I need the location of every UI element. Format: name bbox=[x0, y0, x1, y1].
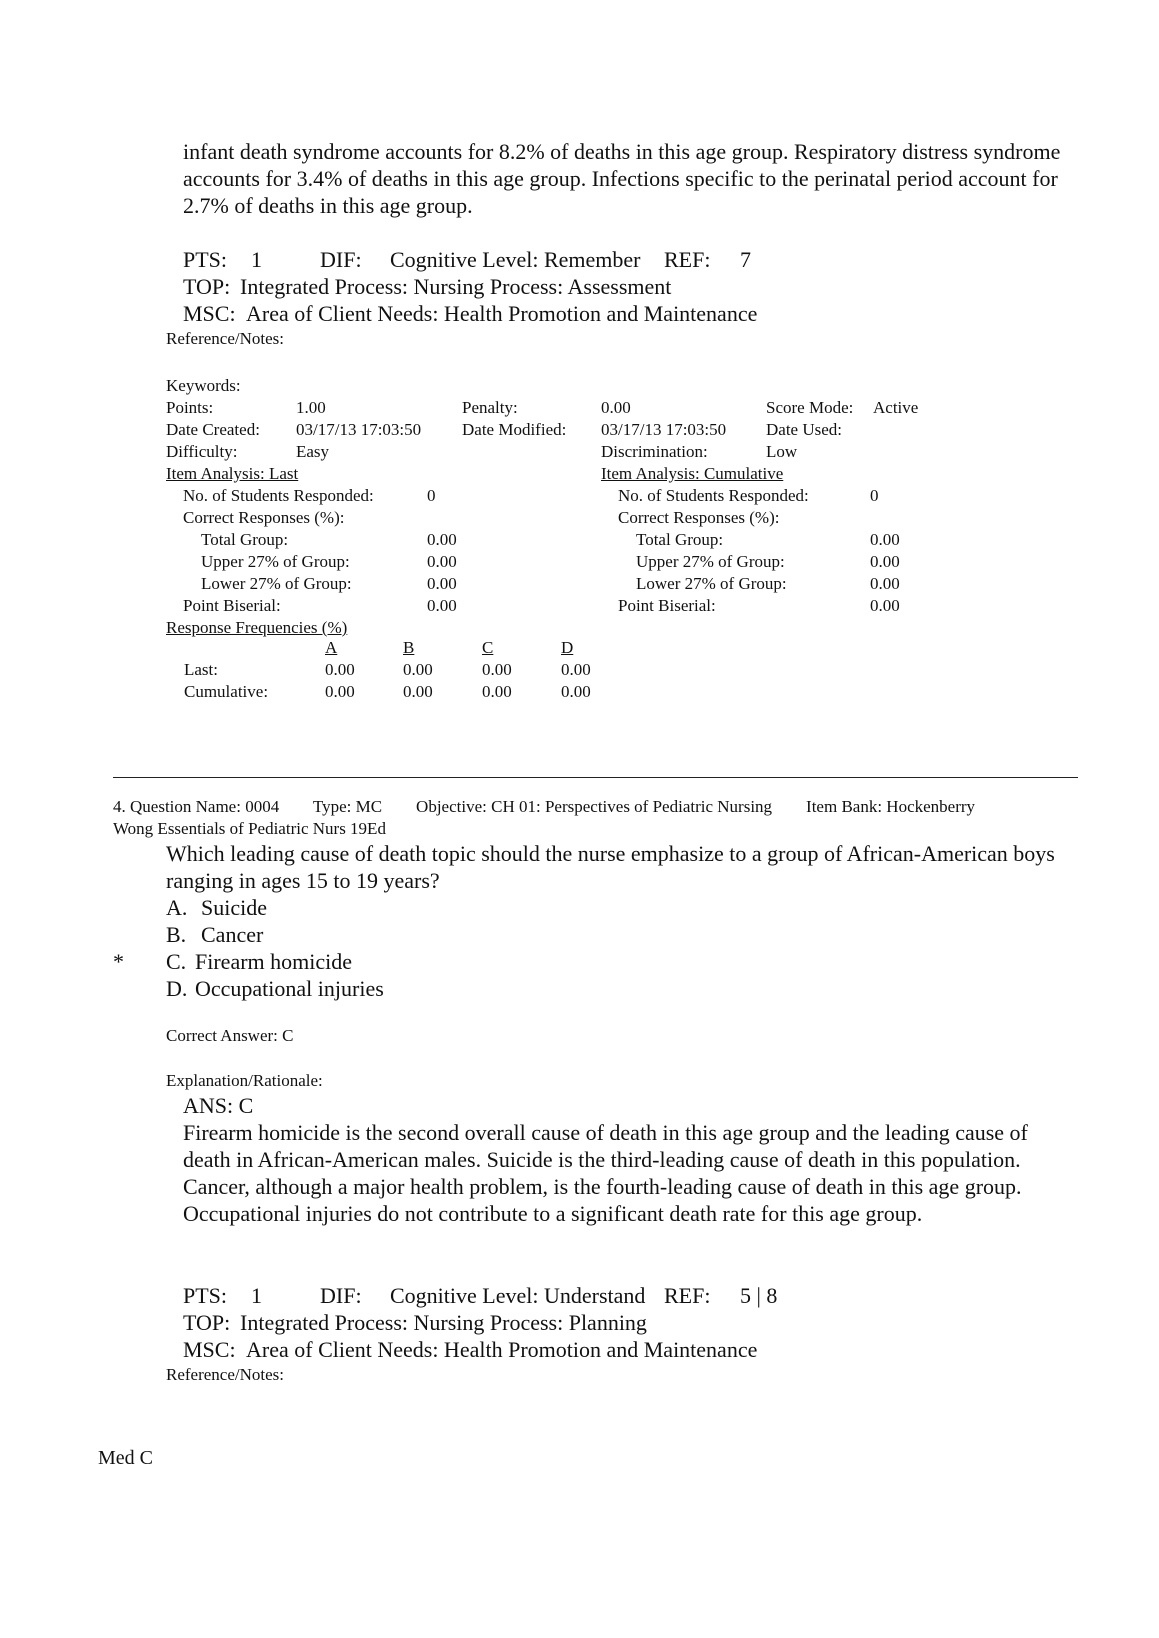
points-label: Points: bbox=[166, 398, 214, 417]
cum-total-value: 0.00 bbox=[870, 530, 900, 549]
last-biserial-label: Point Biserial: bbox=[183, 596, 281, 615]
cum-total-label: Total Group: bbox=[636, 530, 724, 549]
cum-students-label: No. of Students Responded: bbox=[618, 486, 809, 505]
q4-dif-label: DIF: bbox=[320, 1283, 362, 1308]
q3-pts-label: PTS: bbox=[183, 247, 228, 272]
date-modified-label: Date Modified: bbox=[462, 420, 567, 439]
score-mode-label: Score Mode: bbox=[766, 398, 854, 417]
q3-top-label: TOP: bbox=[183, 274, 231, 299]
q4-pts-value: 1 bbox=[251, 1283, 262, 1308]
q4-reference-notes: Reference/Notes: bbox=[166, 1365, 284, 1384]
q3-ref-value: 7 bbox=[740, 247, 751, 272]
response-frequencies-header: Response Frequencies (%) bbox=[166, 618, 348, 637]
date-created-label: Date Created: bbox=[166, 420, 260, 439]
freq-cumulative-label: Cumulative: bbox=[184, 682, 269, 701]
discrimination-label: Discrimination: bbox=[601, 442, 708, 461]
q4-option-d-text: Occupational injuries bbox=[195, 976, 384, 1001]
q4-pts-label: PTS: bbox=[183, 1283, 228, 1308]
q4-correct-answer: Correct Answer: C bbox=[166, 1026, 294, 1045]
freq-last-c: 0.00 bbox=[482, 660, 512, 679]
q3-rationale-continuation: infant death syndrome accounts for 8.2% of deaths in this age group. Respiratory distress syndrome accounts for 3.4% of deaths in this age group. Infections specific to the perinatal period account for 2.7% of deaths in this age group. bbox=[183, 139, 1061, 218]
cum-biserial-value: 0.00 bbox=[870, 596, 900, 615]
freq-col-c: C bbox=[482, 638, 494, 657]
last-biserial-value: 0.00 bbox=[427, 596, 457, 615]
last-total-label: Total Group: bbox=[201, 530, 289, 549]
penalty-label: Penalty: bbox=[462, 398, 518, 417]
q4-top-label: TOP: bbox=[183, 1310, 231, 1335]
footer-text: Med C bbox=[98, 1447, 153, 1469]
freq-col-b: B bbox=[403, 638, 415, 657]
q4-dif-value: Cognitive Level: Understand bbox=[390, 1283, 646, 1308]
last-upper-value: 0.00 bbox=[427, 552, 457, 571]
q4-option-b-text: Cancer bbox=[201, 922, 264, 947]
item-analysis-last-header: Item Analysis: Last bbox=[166, 464, 299, 483]
q3-top-value: Integrated Process: Nursing Process: Assessment bbox=[240, 274, 672, 299]
q4-top-value: Integrated Process: Nursing Process: Planning bbox=[240, 1310, 647, 1335]
freq-last-a: 0.00 bbox=[325, 660, 355, 679]
q3-msc-value: Area of Client Needs: Health Promotion and Maintenance bbox=[246, 301, 758, 326]
question-divider bbox=[113, 777, 1078, 778]
q4-option-d-letter: D. bbox=[166, 976, 188, 1001]
freq-cum-d: 0.00 bbox=[561, 682, 591, 701]
points-value: 1.00 bbox=[296, 398, 326, 417]
cum-lower-label: Lower 27% of Group: bbox=[636, 574, 787, 593]
last-lower-value: 0.00 bbox=[427, 574, 457, 593]
last-upper-label: Upper 27% of Group: bbox=[201, 552, 350, 571]
q3-msc-label: MSC: bbox=[183, 301, 236, 326]
last-students-value: 0 bbox=[427, 486, 436, 505]
q4-header-line2: Wong Essentials of Pediatric Nurs 19Ed bbox=[113, 819, 386, 838]
freq-col-d: D bbox=[561, 638, 574, 657]
penalty-value: 0.00 bbox=[601, 398, 631, 417]
q4-stem: Which leading cause of death topic should the nurse emphasize to a group of African-American boys ranging in ages 15 to 19 years? bbox=[166, 841, 1055, 893]
q4-option-b-letter: B. bbox=[166, 922, 187, 947]
keywords-label: Keywords: bbox=[166, 376, 241, 395]
q3-ref-label: REF: bbox=[664, 247, 711, 272]
q3-pts-value: 1 bbox=[251, 247, 262, 272]
q4-ref-label: REF: bbox=[664, 1283, 711, 1308]
q4-option-a-text: Suicide bbox=[201, 895, 267, 920]
q3-reference-notes: Reference/Notes: bbox=[166, 329, 284, 348]
q4-option-c-letter: C. bbox=[166, 949, 187, 974]
freq-cum-a: 0.00 bbox=[325, 682, 355, 701]
q4-option-a-letter: A. bbox=[166, 895, 188, 920]
q4-msc-label: MSC: bbox=[183, 1337, 236, 1362]
q3-dif-label: DIF: bbox=[320, 247, 362, 272]
q4-explanation-label: Explanation/Rationale: bbox=[166, 1071, 323, 1090]
cum-lower-value: 0.00 bbox=[870, 574, 900, 593]
q4-correct-marker: * bbox=[113, 949, 124, 974]
score-mode-value: Active bbox=[873, 398, 919, 417]
last-students-label: No. of Students Responded: bbox=[183, 486, 374, 505]
last-lower-label: Lower 27% of Group: bbox=[201, 574, 352, 593]
difficulty-value: Easy bbox=[296, 442, 330, 461]
item-analysis-cumulative-header: Item Analysis: Cumulative bbox=[601, 464, 784, 483]
freq-cum-b: 0.00 bbox=[403, 682, 433, 701]
last-correct-label: Correct Responses (%): bbox=[183, 508, 345, 527]
difficulty-label: Difficulty: bbox=[166, 442, 238, 461]
q4-ans: ANS: C bbox=[183, 1093, 254, 1118]
q4-header-line1: 4. Question Name: 0004 Type: MC Objective: CH 01: Perspectives of Pediatric Nursing Item Bank: Hockenberry bbox=[113, 797, 976, 816]
last-total-value: 0.00 bbox=[427, 530, 457, 549]
date-modified-value: 03/17/13 17:03:50 bbox=[601, 420, 727, 439]
freq-last-b: 0.00 bbox=[403, 660, 433, 679]
q4-rationale: Firearm homicide is the second overall cause of death in this age group and the leading cause of death in African-American males. Suicide is the third-leading cause of death in this population. Cancer, although a major health problem, is the fourth-leading cause of death in this age group. Occupational injuries do not contribute to a significant death rate for this age group. bbox=[183, 1120, 1028, 1226]
discrimination-value: Low bbox=[766, 442, 798, 461]
q4-msc-value: Area of Client Needs: Health Promotion and Maintenance bbox=[246, 1337, 758, 1362]
cum-upper-label: Upper 27% of Group: bbox=[636, 552, 785, 571]
date-used-label: Date Used: bbox=[766, 420, 843, 439]
cum-correct-label: Correct Responses (%): bbox=[618, 508, 780, 527]
q4-option-c-text: Firearm homicide bbox=[195, 949, 353, 974]
q4-ref-value: 5 | 8 bbox=[740, 1283, 778, 1308]
freq-col-a: A bbox=[325, 638, 338, 657]
date-created-value: 03/17/13 17:03:50 bbox=[296, 420, 422, 439]
q3-dif-value: Cognitive Level: Remember bbox=[390, 247, 641, 272]
freq-last-label: Last: bbox=[184, 660, 218, 679]
freq-cum-c: 0.00 bbox=[482, 682, 512, 701]
cum-biserial-label: Point Biserial: bbox=[618, 596, 716, 615]
freq-last-d: 0.00 bbox=[561, 660, 591, 679]
cum-upper-value: 0.00 bbox=[870, 552, 900, 571]
cum-students-value: 0 bbox=[870, 486, 879, 505]
